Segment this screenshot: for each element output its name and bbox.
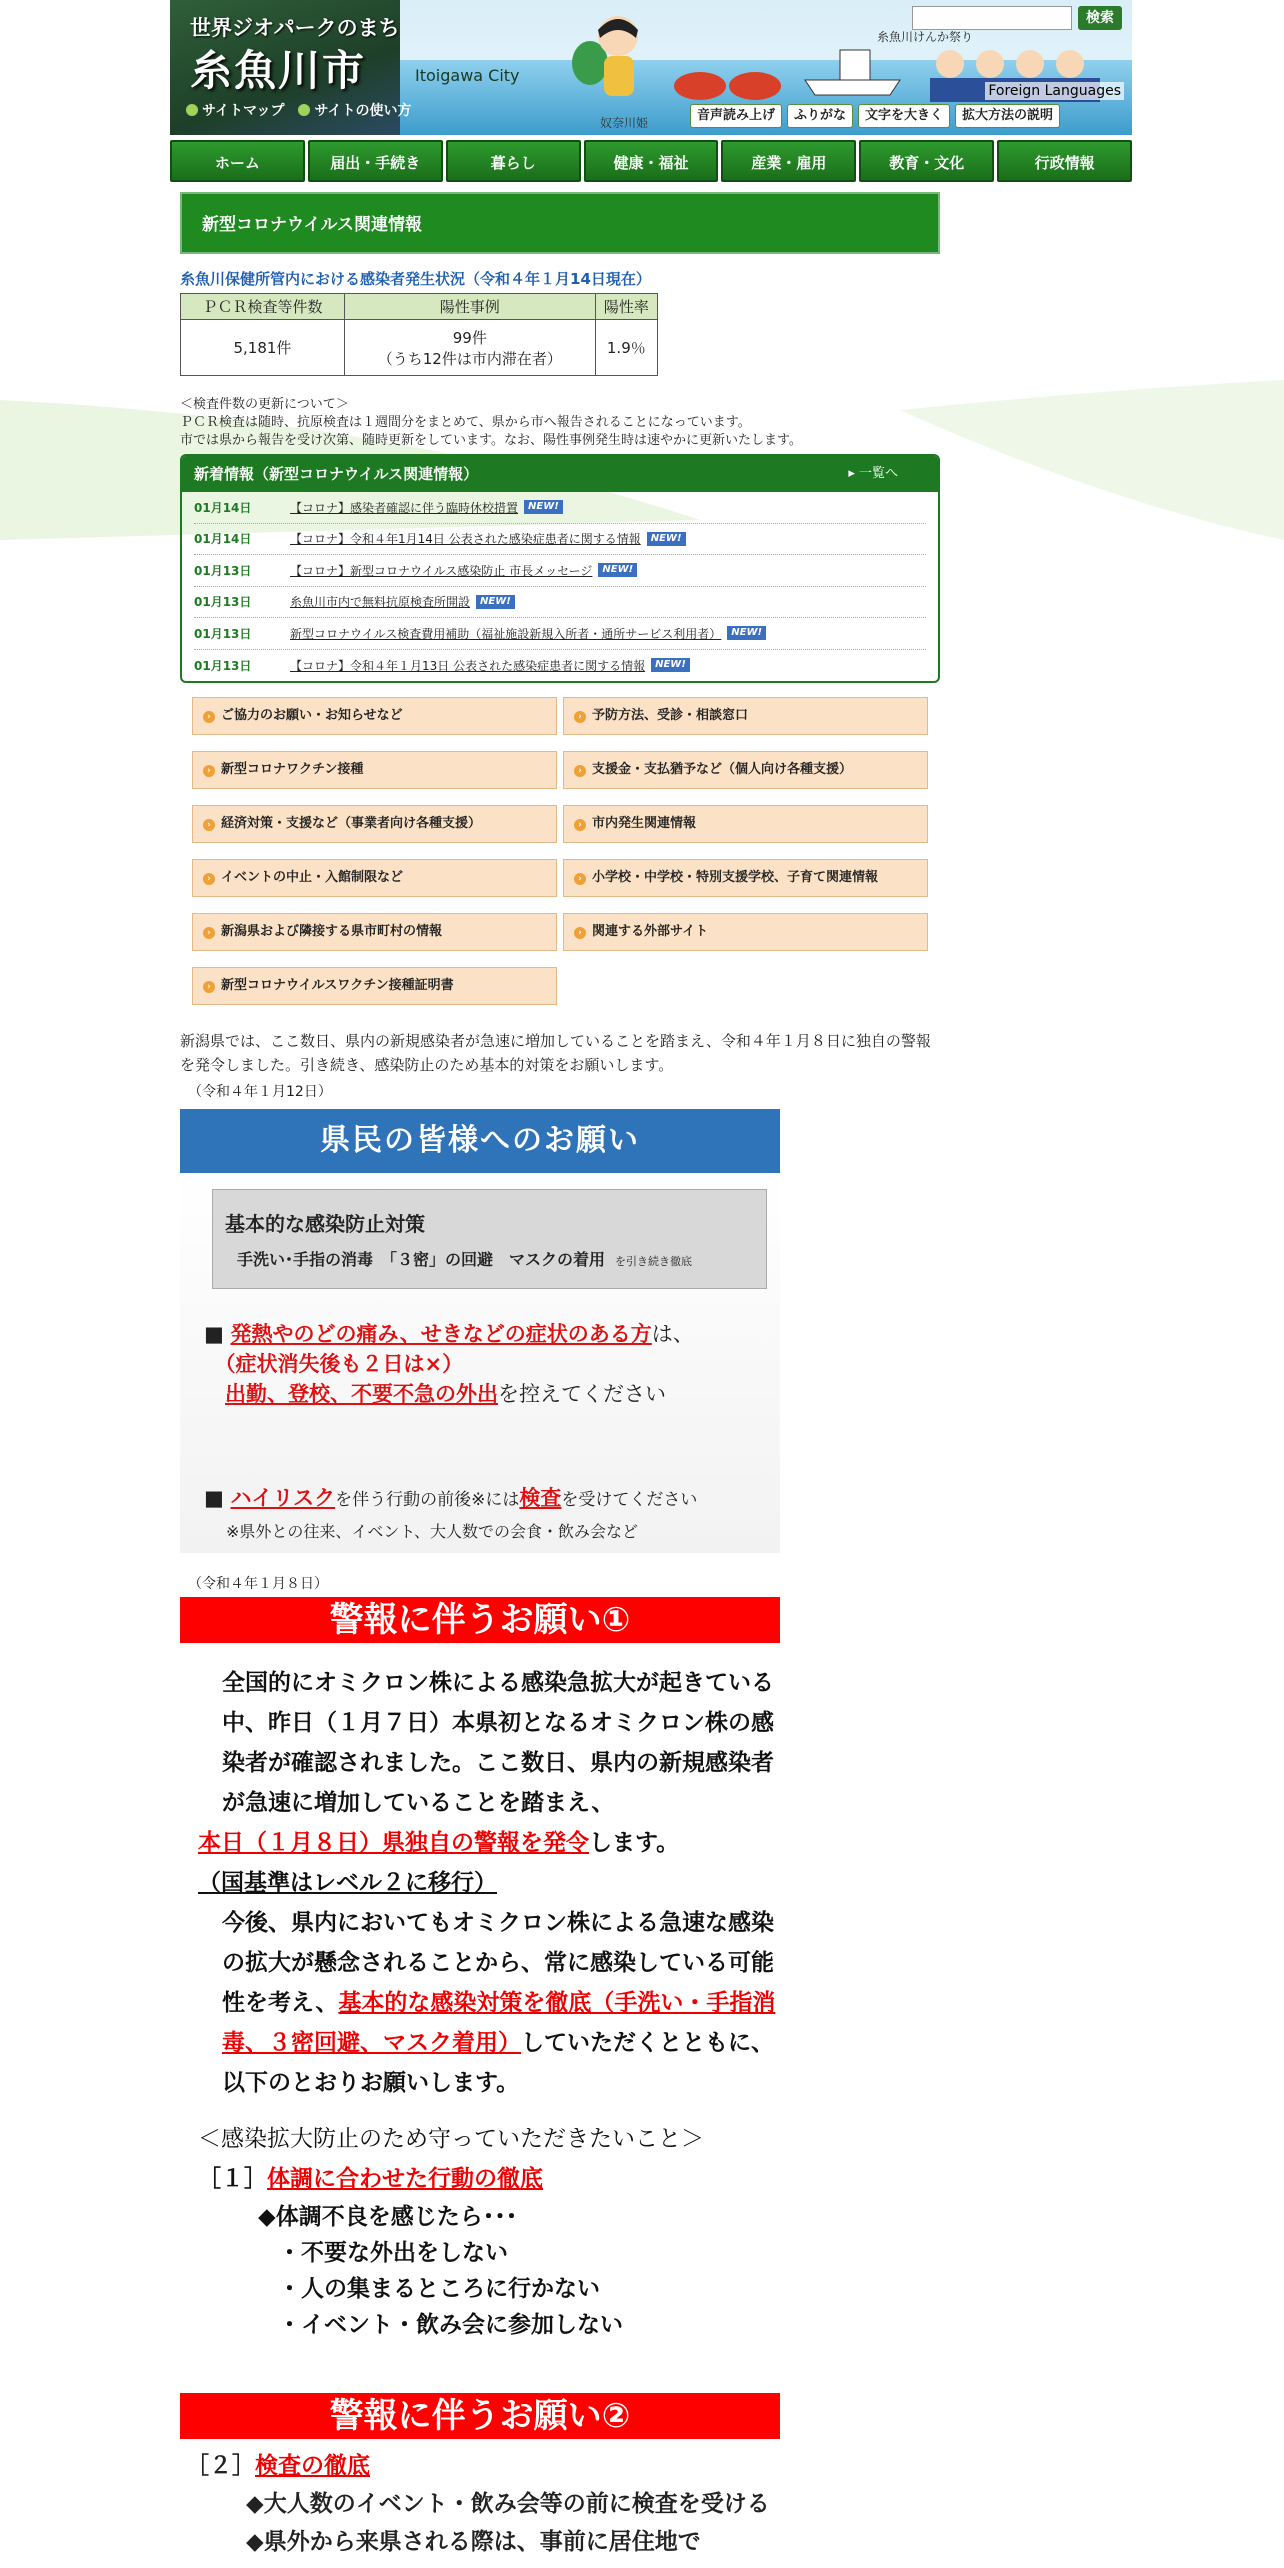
positive-count: 99件 （うち12件は市内滞在者） bbox=[344, 320, 595, 376]
list-item: 01月13日 【コロナ】令和４年１月13日 公表された感染症患者に関する情報 NEW! bbox=[194, 650, 926, 682]
furigana-button[interactable]: ふりがな bbox=[787, 104, 853, 128]
alert-banner-2: 警報に伴うお願い② bbox=[180, 2393, 780, 2439]
foreign-languages-link[interactable]: Foreign Languages bbox=[985, 82, 1124, 100]
request-item-1: ■ 発熱やのどの痛み、せきなどの症状のある方は、 （症状消失後も２日は×） 出勤、登校、不要不急の外出を控えてください bbox=[204, 1322, 694, 1406]
list-item: 01月13日 新型コロナウイルス検査費用補助（福祉施設新規入所者・通所サービス利用者） NEW! bbox=[194, 618, 926, 650]
date-label: （令和４年１月12日） bbox=[188, 1084, 332, 1100]
nav-administration[interactable]: 行政情報 bbox=[997, 140, 1132, 182]
category-link[interactable]: › 予防方法、受診・相談窓口 bbox=[563, 697, 928, 735]
arrow-icon: › bbox=[203, 873, 215, 885]
news-link[interactable]: 新型コロナウイルス検査費用補助（福祉施設新規入所者・通所サービス利用者） bbox=[290, 626, 722, 641]
search-input[interactable] bbox=[912, 6, 1072, 30]
intro-text: 新潟県では、ここ数日、県内の新規感染者が急速に増加していることを踏まえ、令和４年１月８日に独自の警報を発令しました。引き続き、感染防止のため基本的対策をお願いします。 bbox=[180, 1032, 931, 1074]
category-link[interactable]: › 経済対策・支援など（事業者向け各種支援） bbox=[192, 805, 557, 843]
infection-stats-table bbox=[180, 293, 658, 376]
news-link[interactable]: 【コロナ】令和４年1月14日 公表された感染症患者に関する情報 bbox=[290, 532, 641, 547]
zoom-help-button[interactable]: 拡大方法の説明 bbox=[955, 104, 1060, 128]
stats-caption: 糸魚川保健所管内における感染者発生状況（令和４年１月14日現在） bbox=[180, 270, 651, 288]
nav-home[interactable]: ホーム bbox=[170, 140, 305, 182]
category-link[interactable]: › 関連する外部サイト bbox=[563, 913, 928, 951]
arrow-icon: › bbox=[574, 819, 586, 831]
new-badge: NEW! bbox=[476, 595, 515, 609]
alert-text-1: 全国的にオミクロン株による感染急拡大が起きている中、昨日（１月７日）本県初となるオミクロン株の感染者が確認されました。ここ数日、県内の新規感染者が急速に増加していることを踏まえ、 本日（１月８日）県独自の警報を発令します。 （国基準はレベル２に移行） 今後、県内においてもオミクロン株による急速な感染の拡大が懸念されることから、常に感染している可能性を考え、基本的な感染対策を徹底（手洗い・手指消毒、３密回避、マスク着用）していただくとともに、以下のとおりお願いします。 ＜感染拡大防止のため守っていただきたいこと＞ ［１］体調に合わせた行動の徹底 ◆体調不良を感じたら･･･ ・不要な外出をしない ・人の集まるところに行かない ・イベント・飲み会に参加しない bbox=[198, 1670, 776, 2338]
arrow-icon: › bbox=[574, 927, 586, 939]
category-link[interactable]: › 新型コロナウイルスワクチン接種証明書 bbox=[192, 967, 557, 1005]
table-header: ＰＣＲ検査等件数 bbox=[181, 294, 345, 320]
category-link[interactable]: › 新潟県および隣接する県市町村の情報 bbox=[192, 913, 557, 951]
category-link[interactable]: › 支援金・支払猶予など（個人向け各種支援） bbox=[563, 751, 928, 789]
category-link[interactable]: › 小学校・中学校・特別支援学校、子育て関連情報 bbox=[563, 859, 928, 897]
arrow-icon: › bbox=[203, 981, 215, 993]
logo-tagline: 世界ジオパークのまち bbox=[190, 16, 400, 40]
news-link[interactable]: 糸魚川市内で無料抗原検査所開設 bbox=[290, 595, 471, 610]
crab-image bbox=[660, 48, 790, 108]
arrow-icon: › bbox=[203, 765, 215, 777]
arrow-icon: › bbox=[574, 873, 586, 885]
sitemap-link[interactable]: サイトマップ bbox=[186, 100, 284, 120]
festival-caption: 糸魚川けんか祭り bbox=[877, 30, 974, 44]
arrow-icon: › bbox=[574, 765, 586, 777]
mascot-caption: 奴奈川姫 bbox=[600, 116, 649, 130]
list-item: 01月13日 糸魚川市内で無料抗原検査所開設 NEW! bbox=[194, 587, 926, 619]
update-notes: ＜検査件数の更新について＞ ＰＣＲ検査は随時、抗原検査は１週間分をまとめて、県から市へ報告されることになっています。 市では県から報告を受け次第、随時更新をしています。なお、陽性事例発生時は速やかに更新いたします。 bbox=[180, 397, 802, 448]
arrow-icon: › bbox=[574, 711, 586, 723]
nav-living[interactable]: 暮らし bbox=[446, 140, 581, 182]
category-link[interactable]: › ご協力のお願い・お知らせなど bbox=[192, 697, 557, 735]
new-badge: NEW! bbox=[647, 532, 686, 546]
table-header: 陽性事例 bbox=[344, 294, 595, 320]
news-title: 新着情報（新型コロナウイルス関連情報） ▸ 一覧へ bbox=[182, 456, 938, 492]
arrow-icon: › bbox=[203, 711, 215, 723]
news-box bbox=[180, 454, 940, 683]
nav-procedures[interactable]: 届出・手続き bbox=[308, 140, 443, 182]
news-link[interactable]: 【コロナ】令和４年１月13日 公表された感染症患者に関する情報 bbox=[290, 658, 646, 673]
enlarge-text-button[interactable]: 文字を大きく bbox=[858, 104, 950, 128]
list-item: 01月14日 【コロナ】令和４年1月14日 公表された感染症患者に関する情報 NEW! bbox=[194, 524, 926, 556]
new-badge: NEW! bbox=[727, 626, 766, 640]
logo-english: Itoigawa City bbox=[415, 66, 520, 85]
site-usage-link[interactable]: サイトの使い方 bbox=[298, 100, 411, 120]
list-item: 01月13日 【コロナ】新型コロナウイルス感染防止 市長メッセージ NEW! bbox=[194, 555, 926, 587]
site-header bbox=[170, 0, 1132, 135]
search-button[interactable]: 検索 bbox=[1078, 6, 1122, 30]
request-banner: 県民の皆様へのお願い bbox=[180, 1109, 780, 1173]
pcr-count: 5,181件 bbox=[181, 320, 345, 376]
basic-measures-box: 基本的な感染防止対策 手洗い･手指の消毒 「３密」の回避 マスクの着用 を引き続き徹底 bbox=[212, 1189, 767, 1289]
mascot-nunakawahime-image bbox=[570, 8, 648, 108]
boat-image bbox=[800, 40, 910, 100]
table-header: 陽性率 bbox=[595, 294, 657, 320]
main-content bbox=[180, 192, 940, 2561]
global-nav bbox=[170, 140, 1132, 182]
positive-rate: 1.9％ bbox=[595, 320, 657, 376]
news-list-link[interactable]: ▸ 一覧へ bbox=[848, 466, 898, 481]
request-note: ※県外との往来、イベント、大人数での会食・飲み会など bbox=[226, 1522, 638, 1541]
category-link[interactable]: › 新型コロナワクチン接種 bbox=[192, 751, 557, 789]
nav-education-culture[interactable]: 教育・文化 bbox=[859, 140, 994, 182]
category-link[interactable]: › イベントの中止・入館制限など bbox=[192, 859, 557, 897]
arrow-icon: › bbox=[203, 927, 215, 939]
new-badge: NEW! bbox=[524, 500, 563, 514]
alert-text-2: ［２］検査の徹底 ◆大人数のイベント・飲み会等の前に検査を受ける ◆県外から来県される際は、事前に居住地で bbox=[186, 2453, 770, 2555]
nav-health-welfare[interactable]: 健康・福祉 bbox=[584, 140, 719, 182]
request-item-2: ■ ハイリスクを伴う行動の前後※には検査を受けてください bbox=[204, 1486, 698, 1510]
new-badge: NEW! bbox=[598, 563, 637, 577]
date-label: （令和４年１月８日） bbox=[188, 1576, 328, 1592]
site-logo[interactable]: 糸魚川市 bbox=[190, 46, 367, 95]
nav-industry-employment[interactable]: 産業・雇用 bbox=[721, 140, 856, 182]
new-badge: NEW! bbox=[651, 658, 690, 672]
list-item: 01月14日 【コロナ】感染者確認に伴う臨時休校措置 NEW! bbox=[194, 492, 926, 524]
news-link[interactable]: 【コロナ】新型コロナウイルス感染防止 市長メッセージ bbox=[290, 563, 593, 578]
text-to-speech-button[interactable]: 音声読み上げ bbox=[690, 104, 782, 128]
arrow-icon: › bbox=[203, 819, 215, 831]
alert-banner-1: 警報に伴うお願い① bbox=[180, 1597, 780, 1643]
page-title: 新型コロナウイルス関連情報 bbox=[180, 192, 940, 254]
category-link[interactable]: › 市内発生関連情報 bbox=[563, 805, 928, 843]
request-image bbox=[180, 1173, 780, 1553]
category-links bbox=[192, 697, 928, 1005]
news-link[interactable]: 【コロナ】感染者確認に伴う臨時休校措置 bbox=[290, 500, 519, 515]
